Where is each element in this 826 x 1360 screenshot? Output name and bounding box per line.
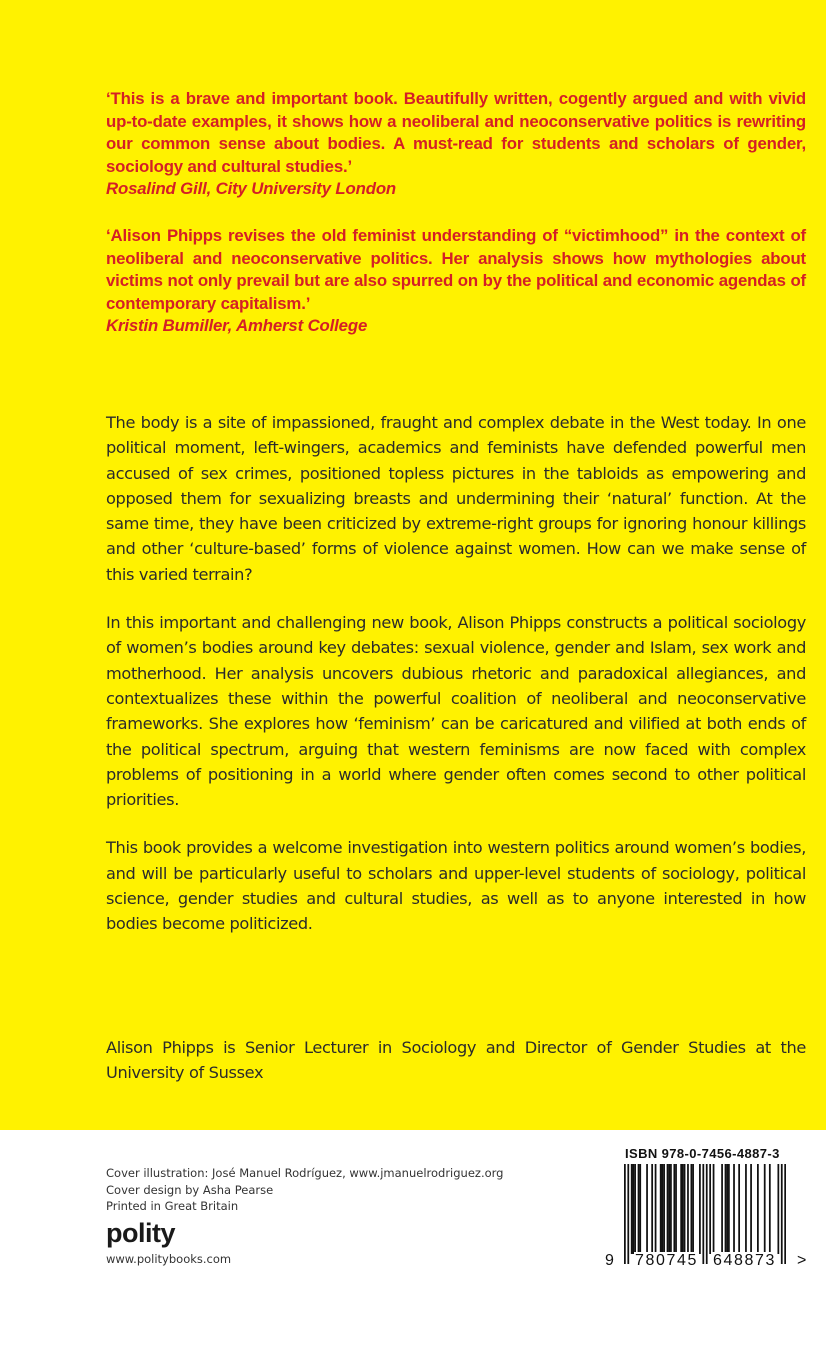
barcode-bar (738, 1164, 740, 1254)
barcode-bar (699, 1164, 701, 1254)
author-bio: Alison Phipps is Senior Lecturer in Sociology and Director of Gender Studies at the University of Sussex (106, 1038, 806, 1083)
design-credit: Cover design by Asha Pearse (106, 1182, 274, 1197)
barcode-bar (757, 1164, 759, 1254)
barcode-bar (667, 1164, 669, 1254)
barcode-guard-bar (624, 1164, 626, 1264)
review-quote-text: ‘This is a brave and important book. Beautifully written, cogently argued and with vivid up-to-date examples, it shows how a neoliberal and neoconservative politics is rewriting our common sense about bodies. A must-read for students and scholars of gender, sociology and cultural studies.’ (106, 89, 806, 176)
barcode-bar (660, 1164, 662, 1254)
barcode-bar (646, 1164, 648, 1254)
barcode-bar (684, 1164, 686, 1254)
review-attribution: Kristin Bumiller, Amherst College (106, 316, 368, 336)
barcode-bar (631, 1164, 633, 1254)
barcode-bars (624, 1164, 786, 1264)
review-attribution: Rosalind Gill, City University London (106, 179, 397, 199)
review-quote (106, 225, 806, 338)
barcode-bar (709, 1164, 711, 1254)
barcode-bar (777, 1164, 779, 1254)
isbn-label: ISBN 978-0-7456-4887-3 (625, 1146, 780, 1161)
barcode-bar (670, 1164, 672, 1254)
book-description (106, 410, 806, 960)
isbn-barcode (600, 1140, 815, 1280)
barcode-bar (682, 1164, 684, 1254)
barcode-bar (668, 1164, 670, 1254)
barcode-bar (673, 1164, 675, 1254)
barcode-guard-bar (702, 1164, 704, 1264)
barcode-quiet-zone-mark: > (797, 1252, 807, 1269)
barcode-bar (750, 1164, 752, 1254)
illustration-credit: Cover illustration: José Manuel Rodríguez, www.jmanuelrodriguez.org (106, 1166, 504, 1180)
barcode-bar (733, 1164, 735, 1254)
barcode-bar (769, 1164, 771, 1254)
barcode-bar (634, 1164, 636, 1254)
cover-credits (106, 1165, 503, 1215)
barcode-guard-bar (784, 1164, 786, 1264)
barcode-bar (764, 1164, 766, 1254)
review-quote (106, 88, 806, 201)
barcode-bar (663, 1164, 665, 1254)
barcode-digits (600, 1252, 815, 1274)
barcode-bar (691, 1164, 693, 1254)
barcode-bar (655, 1164, 657, 1254)
barcode-guard-bar (627, 1164, 629, 1264)
review-quotes (106, 88, 806, 362)
description-paragraph: This book provides a welcome investigation into western politics around women’s bodies, and will be particularly useful to scholars and upper-level students of sociology, political science, gender studies and cultural studies, as well as to anyone interested in how bodies become politicized. (106, 838, 806, 934)
review-quote-text: ‘Alison Phipps revises the old feminist understanding of “victimhood” in the context of neoliberal and neoconservative politics. Her analysis shows how mythologies about victims not only prevail but are also spurred on by the political and economic agendas of contemporary capitalism.’ (106, 225, 806, 313)
barcode-bar (675, 1164, 677, 1254)
publisher-logo: polity (106, 1218, 175, 1248)
barcode-bar (728, 1164, 730, 1254)
barcode-bar (680, 1164, 682, 1254)
barcode-bar (745, 1164, 747, 1254)
barcode-bar (687, 1164, 689, 1254)
description-paragraph: The body is a site of impassioned, fraught and complex debate in the West today. In one political moment, left-wingers, academics and feminists have defended powerful men accused of sex crimes, positioned topless pictures in the tabloids as empowering and opposed them for sexualizing breasts and undermining their ‘natural’ function. At the same time, they have been criticized by extreme-right groups for ignoring honour killings and other ‘culture-based’ forms of violence against women. How can we make sense of this varied terrain? (106, 413, 806, 584)
barcode-digits-left: 780745 (635, 1252, 698, 1269)
barcode-digit-first: 9 (605, 1252, 614, 1269)
barcode-guard-bar (706, 1164, 708, 1264)
barcode-bar (721, 1164, 723, 1254)
barcode-digits-right: 648873 (713, 1252, 776, 1269)
barcode-bar (692, 1164, 694, 1254)
barcode-bar (639, 1164, 641, 1254)
barcode-bar (725, 1164, 727, 1254)
barcode-bar (713, 1164, 715, 1254)
publisher-website: www.politybooks.com (106, 1252, 232, 1266)
barcode-bar (638, 1164, 640, 1254)
barcode-bar (726, 1164, 728, 1254)
barcode-guard-bar (781, 1164, 783, 1264)
description-paragraph: In this important and challenging new book, Alison Phipps constructs a political sociology of women’s bodies around key debates: sexual violence, gender and Islam, sex work and motherhood. Her analysis uncovers dubious rhetoric and paradoxical allegiances, and contextualizes these within the powerful coalition of neoliberal and neoconservative frameworks. She explores how ‘feminism’ can be caricatured and vilified at both ends of the political spectrum, arguing that western feminisms are now faced with complex problems of positioning in a world where gender often comes second to other political priorities. (106, 613, 806, 810)
barcode-bar (633, 1164, 635, 1254)
barcode-bar (651, 1164, 653, 1254)
printed-note: Printed in Great Britain (106, 1199, 239, 1213)
barcode-bar (662, 1164, 664, 1254)
